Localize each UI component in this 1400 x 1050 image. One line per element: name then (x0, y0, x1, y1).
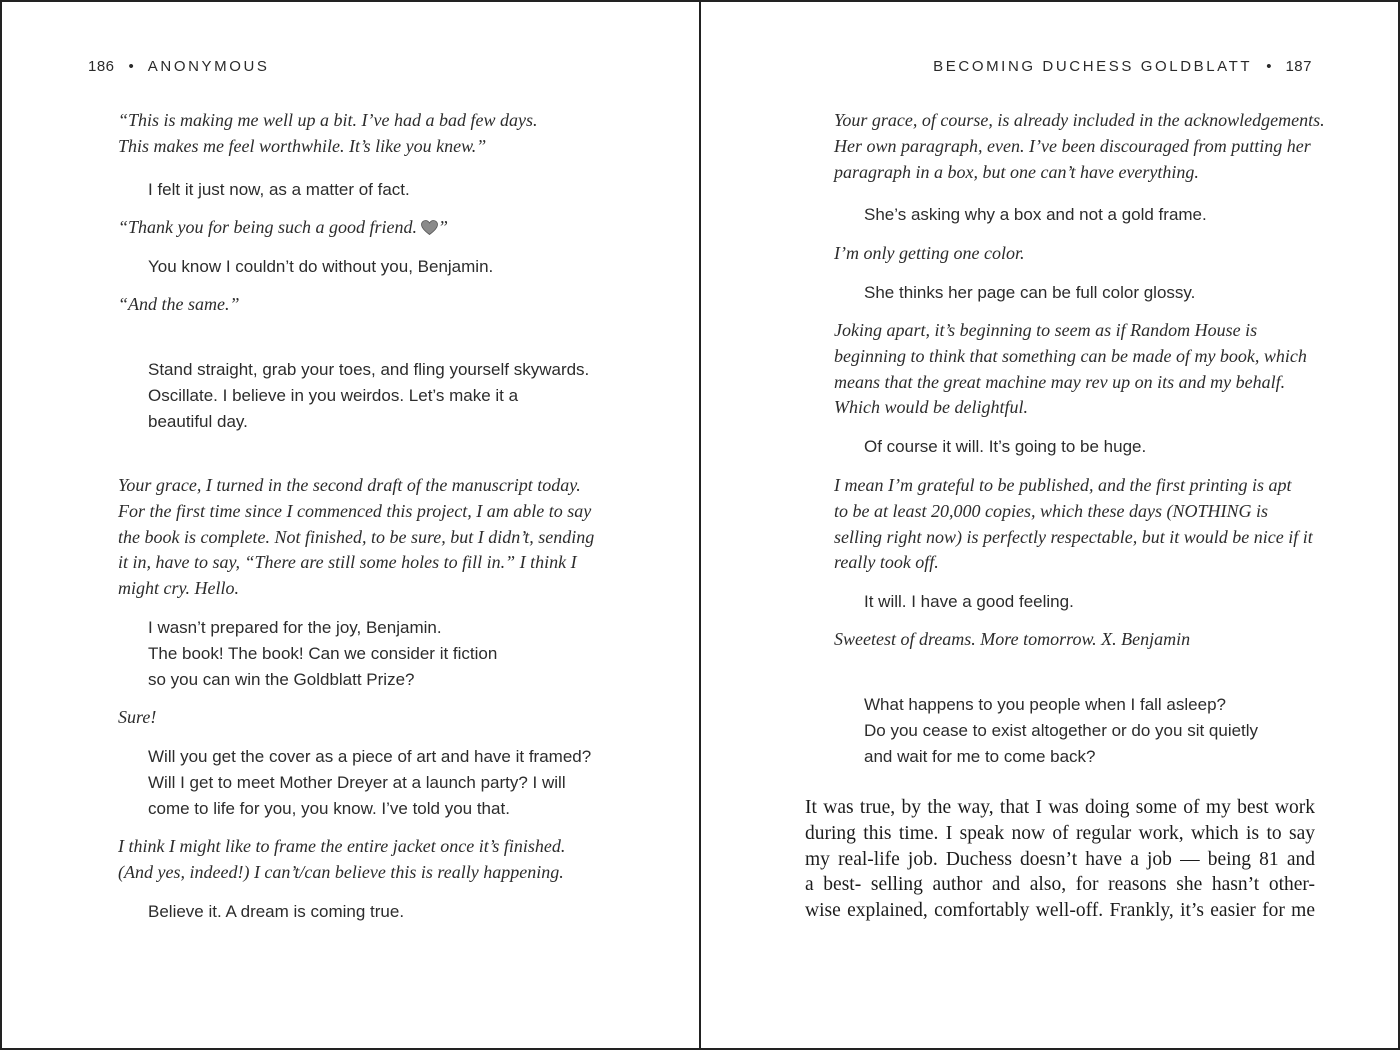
ben-message: She’s asking why a box and not a gold frame. (864, 205, 1207, 224)
left-page-number: 186 (88, 58, 115, 75)
duchess-message: Your grace, I turned in the second draft of the manuscript today. For the first time since I commenced this project, I am able to say the book is complete. Not finished, to be sure, but I didn’t, sending it in, have to say, “There are still some holes to fill in.” I think I might cry. Hello. (118, 475, 595, 599)
ben-message: She thinks her page can be full color glossy. (864, 283, 1196, 302)
right-page-number: 187 (1285, 58, 1312, 75)
ben-message: You know I couldn’t do without you, Benjamin. (148, 257, 494, 276)
duchess-message: I think I might like to frame the entire jacket once it’s finished. (And yes, indeed!) I can’t/can believe this is really happening. (118, 836, 566, 882)
ben-message: I wasn’t prepared for the joy, Benjamin. The book! The book! Can we consider it fiction so you can win the Goldblatt Prize? (148, 618, 498, 689)
ben-message: It will. I have a good feeling. (864, 592, 1074, 611)
duchess-message: Joking apart, it’s beginning to seem as if Random House is beginning to think that something can be made of my book, which means that the great machine may rev up on its and my behalf. Which would be delightful. (834, 320, 1307, 418)
narrative-paragraph: It was true, by the way, that I was doing some of my best work during this time. I speak now of regular work, which is to say my real-life job. Duchess doesn’t have a job — being 81 and a best- selling author and also, for reasons she hasn’t other- wise explained, comfortably well-off. Frankly, it’s easier for me (805, 797, 1315, 922)
ben-message: What happens to you people when I fall asleep? Do you cease to exist altogether or do you sit quietly and wait for me to come back? (864, 695, 1259, 766)
duchess-message: Your grace, of course, is already included in the acknowledgements. Her own paragraph, even. I’ve been discouraged from putting her paragraph in a box, but one can’t have everything. (834, 110, 1325, 182)
duchess-message: “And the same.” (118, 294, 240, 314)
duchess-message: I’m only getting one color. (834, 243, 1025, 263)
duchess-message: “Thank you for being such a good friend. ” (118, 217, 449, 237)
ben-message: Will you get the cover as a piece of art and have it framed? Will I get to meet Mother Dreyer at a launch party? I will come to life for you, you know. I’ve told you that. (148, 747, 592, 818)
left-running-head-title: ANONYMOUS (147, 58, 270, 75)
ben-message: I felt it just now, as a matter of fact. (148, 180, 410, 199)
right-running-head: BECOMING DUCHESS GOLDBLATT • 187 (933, 58, 1312, 75)
left-running-head: 186 • ANONYMOUS (88, 58, 270, 75)
right-page (699, 0, 1400, 1050)
right-running-head-title: BECOMING DUCHESS GOLDBLATT (933, 58, 1253, 75)
duchess-message: “This is making me well up a bit. I’ve had a bad few days. This makes me feel worthwhile. It’s like you knew.” (118, 110, 538, 156)
grey-heart-icon (421, 217, 438, 232)
duchess-message: Sure! (118, 707, 157, 727)
ben-message: Believe it. A dream is coming true. (148, 902, 405, 921)
ben-message: Of course it will. It’s going to be huge. (864, 437, 1147, 456)
duchess-message: Sweetest of dreams. More tomorrow. X. Benjamin (834, 629, 1191, 649)
ben-message: Stand straight, grab your toes, and fling yourself skywards. Oscillate. I believe in you weirdos. Let’s make it a beautiful day. (148, 360, 590, 431)
duchess-message: I mean I’m grateful to be published, and the first printing is apt to be at least 20,000 copies, which these days (NOTHING is selling right now) is perfectly respectable, but it would be nice if it really took off. (834, 475, 1313, 573)
